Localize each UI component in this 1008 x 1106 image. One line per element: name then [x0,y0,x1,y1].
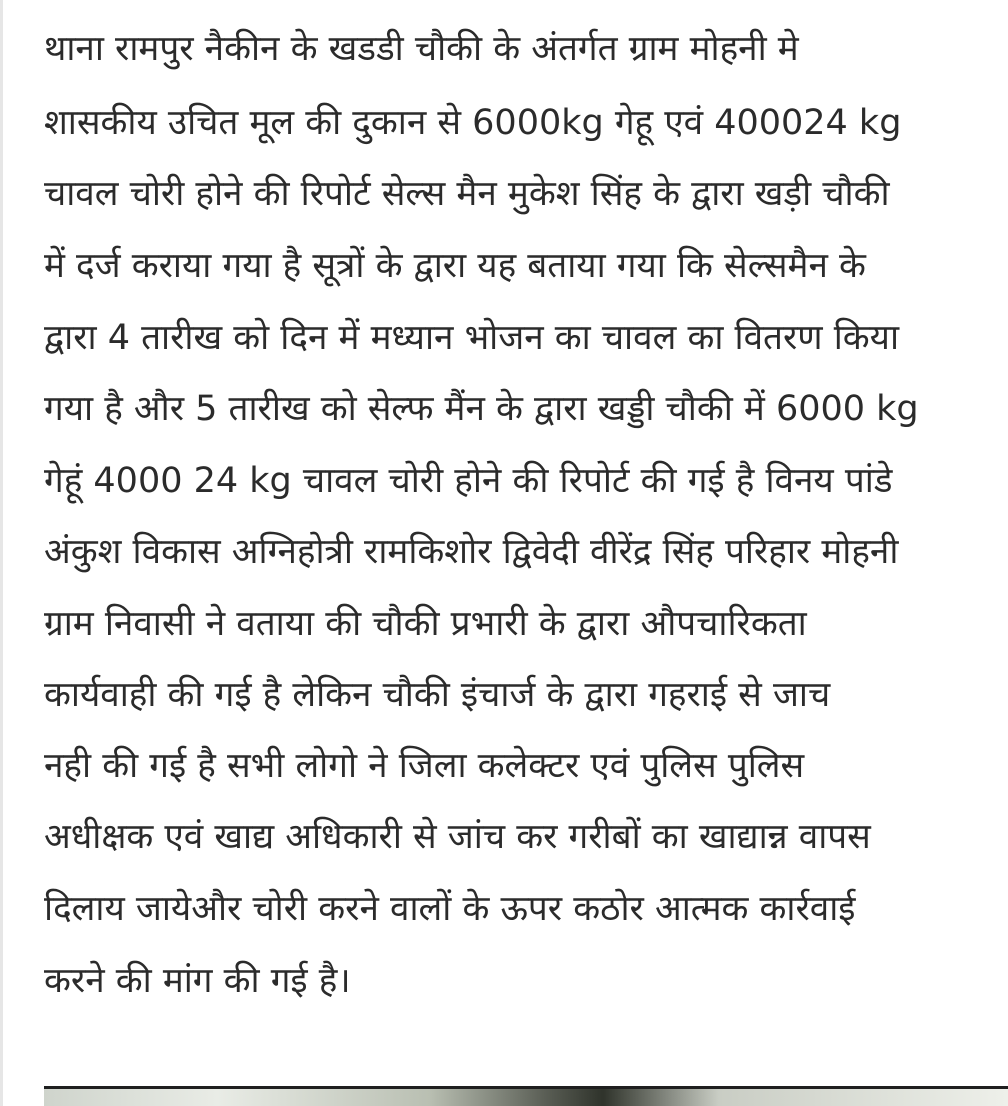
article-line-1: थाना रामपुर नैकीन के खडडी चौकी के अंतर्गत ग्राम मोहनी मे [44,29,799,69]
article-line-4: में दर्ज कराया गया है सूत्रों के द्वारा यह बताया गया कि सेल्समैन के [44,246,866,286]
article-line-2: शासकीय उचित मूल की दुकान से 6000kg गेहू एवं 400024 kg [44,103,902,143]
article-line-8: अंकुश विकास अग्निहोत्री रामकिशोर द्विवेदी वीरेंद्र सिंह परिहार मोहनी [44,532,899,572]
article-line-9: ग्राम निवासी ने वताया की चौकी प्रभारी के द्वारा औपचारिकता [44,604,807,644]
article-photo [44,1086,1008,1106]
page-edge-divider [0,0,3,1106]
article-line-14: करने की मांग की गई है। [44,961,351,1001]
article-line-10: कार्यवाही की गई है लेकिन चौकी इंचार्ज के द्वारा गहराई से जाच [44,675,831,715]
article-line-12: अधीक्षक एवं खाद्य अधिकारी से जांच कर गरीबों का खाद्यान्न वापस [44,817,871,857]
article-line-3: चावल चोरी होने की रिपोर्ट सेल्स मैन मुकेश सिंह के द्वारा खड़ी चौकी [44,174,890,214]
article-line-7: गेहूं 4000 24 kg चावल चोरी होने की रिपोर्ट की गई है विनय पांडे [44,461,893,501]
article-line-13: दिलाय जायेऔर चोरी करने वालों के ऊपर कठोर आत्मक कार्रवाई [44,889,856,929]
article-line-11: नही की गई है सभी लोगो ने जिला कलेक्टर एवं पुलिस पुलिस [44,746,805,786]
article-line-5: द्वारा 4 तारीख को दिन में मध्यान भोजन का चावल का वितरण किया [44,318,900,358]
article-line-6: गया है और 5 तारीख को सेल्फ मैंन के द्वारा खड्डी चौकी में 6000 kg [44,389,919,429]
